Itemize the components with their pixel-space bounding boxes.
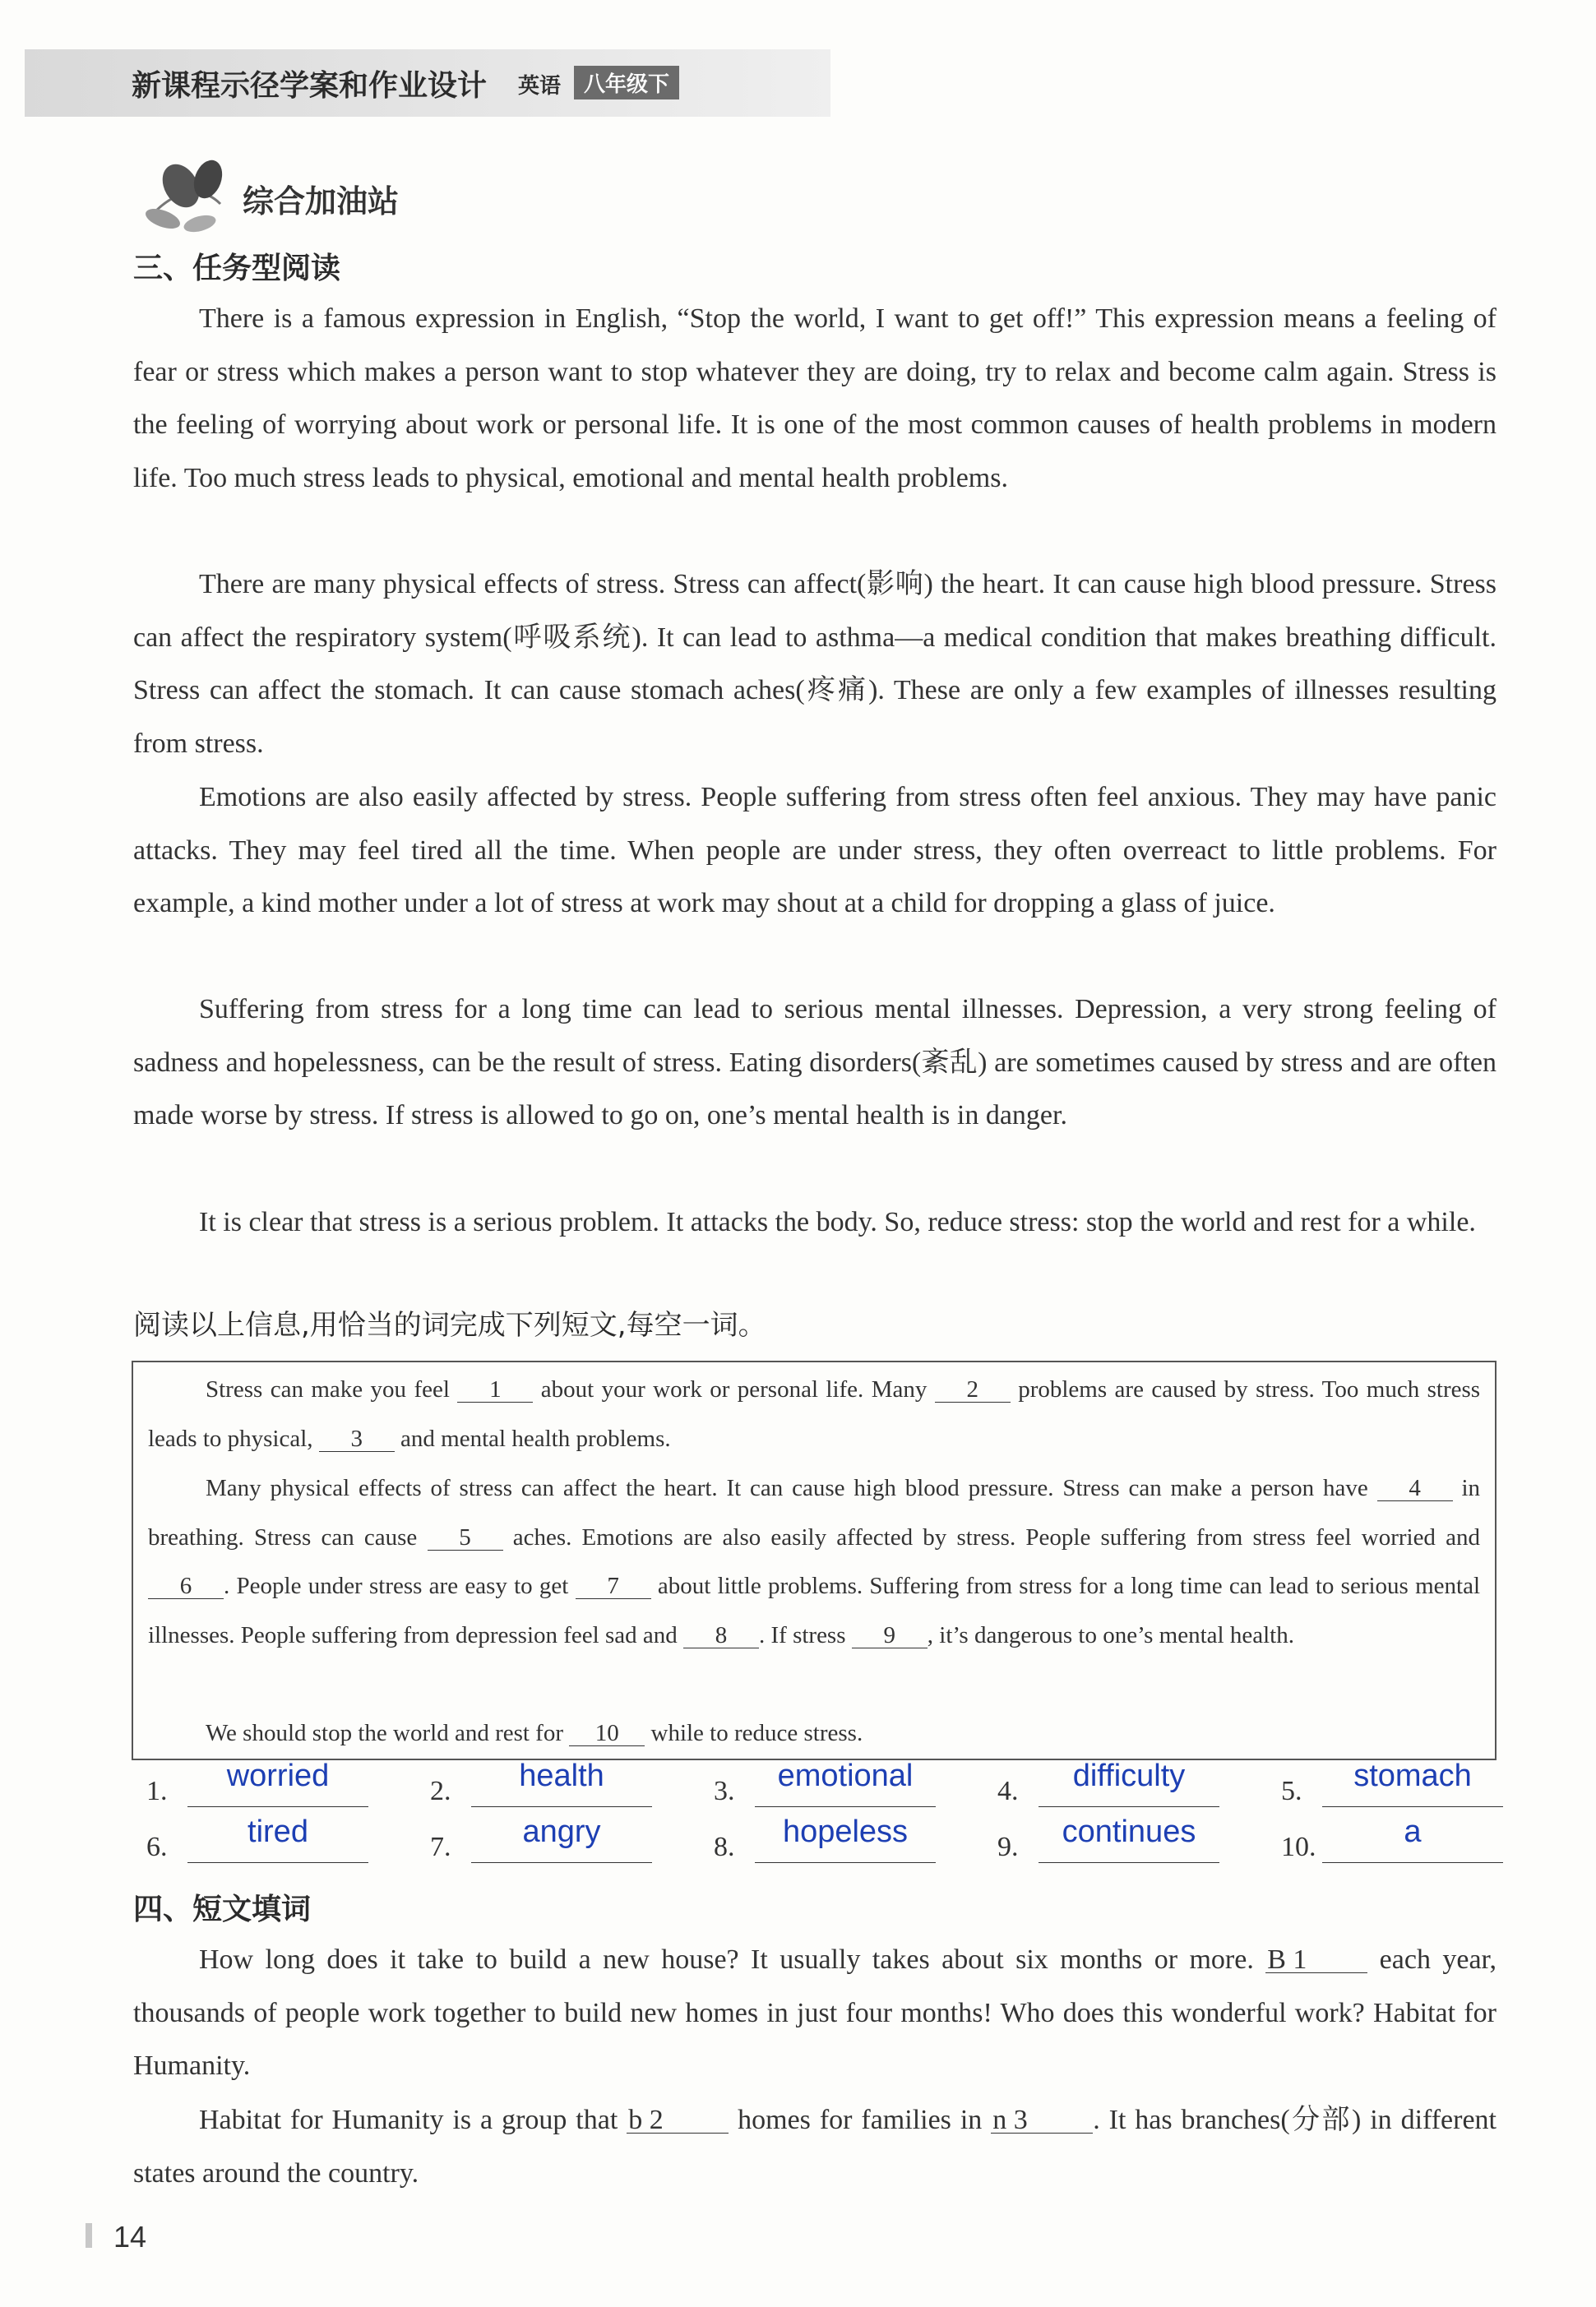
summary-box xyxy=(132,1361,1497,1760)
answer-field[interactable]: worried xyxy=(187,1759,368,1807)
cloze-paragraph-2: Habitat for Humanity is a group that b 2 homes for families in n 3 . It has branches(分部) in different states around the country. xyxy=(133,2105,1497,2189)
subject-label: 英语 xyxy=(518,74,562,99)
cloze-paragraph-1: How long does it take to build a new house? It usually takes about six months or more. B 1 each year, thousands of people work together to build new homes in just four months! Who does this wonderful work? Habitat for Humanity. xyxy=(133,1944,1497,2082)
answer-field[interactable]: difficulty xyxy=(1039,1759,1219,1807)
answer-field[interactable]: angry xyxy=(471,1815,652,1863)
answer-field[interactable]: continues xyxy=(1039,1815,1219,1863)
answer-grid: 1. worried 2. health 3. emotional 4. difficulty 5. stomach 6. tired 7. angry 8. hopeless 9. continues 10. a xyxy=(146,1759,1528,1875)
section4-heading: 四、短文填词 xyxy=(133,1893,312,1926)
blank-3: 3 xyxy=(319,1426,395,1452)
blank-8: 8 xyxy=(683,1623,759,1648)
answer-field[interactable]: a xyxy=(1322,1815,1503,1863)
answer-field[interactable]: emotional xyxy=(755,1759,936,1807)
cloze-blank-3: n 3 xyxy=(991,2108,1093,2134)
reading-paragraph-2: There are many physical effects of stress. Stress can affect(影响) the heart. It can cause high blood pressure. Stress can affect the respiratory system(呼吸系统). It can lead to asthma—a medical condition that makes breathing difficult. Stress can affect the stomach. It can cause stomach aches(疼痛). These are only a few examples of illnesses resulting from stress. xyxy=(133,569,1497,759)
summary-paragraph-3: We should stop the world and rest for 10 while to reduce stress. xyxy=(206,1720,863,1746)
section3-heading: 三、任务型阅读 xyxy=(133,252,341,285)
page-number: 14 xyxy=(113,2220,147,2254)
reading-paragraph-5: It is clear that stress is a serious problem. It attacks the body. So, reduce stress: stop the world and rest for a while. xyxy=(199,1207,1476,1237)
blank-7: 7 xyxy=(576,1574,651,1599)
summary-paragraph-1: Stress can make you feel 1 about your work or personal life. Many 2 problems are caused by stress. Too much stress leads to physical, 3 and mental health problems. xyxy=(148,1376,1481,1452)
blank-2: 2 xyxy=(935,1377,1011,1403)
cloze-blank-1: B 1 xyxy=(1265,1948,1367,1973)
answer-field[interactable]: health xyxy=(471,1759,652,1807)
leaf-icon xyxy=(130,155,245,253)
section-station-title: 综合加油站 xyxy=(243,183,400,220)
blank-10: 10 xyxy=(569,1721,645,1746)
answer-field[interactable]: tired xyxy=(187,1815,368,1863)
task-instruction: 阅读以上信息,用恰当的词完成下列短文,每空一词。 xyxy=(133,1309,766,1342)
blank-6: 6 xyxy=(148,1574,224,1599)
blank-5: 5 xyxy=(428,1525,503,1551)
answer-field[interactable]: hopeless xyxy=(755,1815,936,1863)
blank-4: 4 xyxy=(1377,1476,1453,1501)
answer-field[interactable]: stomach xyxy=(1322,1759,1503,1807)
blank-1: 1 xyxy=(457,1377,533,1403)
grade-badge: 八年级下 xyxy=(574,66,679,99)
page-marker xyxy=(86,2223,92,2248)
reading-paragraph-1: There is a famous expression in English, “Stop the world, I want to get off!” This expression means a feeling of fear or stress which makes a person want to stop whatever they are doing, try to relax and become calm again. Stress is the feeling of worrying about work or personal life. It is one of the most common causes of health problems in modern life. Too much stress leads to physical, emotional and mental health problems. xyxy=(133,303,1497,493)
cloze-blank-2: b 2 xyxy=(627,2108,729,2134)
reading-paragraph-3: Emotions are also easily affected by stress. People suffering from stress often feel anxious. They may have panic attacks. They may feel tired all the time. When people are under stress, they often overreact to little problems. For example, a kind mother under a lot of stress at work may shout at a child for dropping a glass of juice. xyxy=(133,782,1497,919)
reading-paragraph-4: Suffering from stress for a long time can lead to serious mental illnesses. Depression, a very strong feeling of sadness and hopelessness, can be the result of stress. Eating disorders(紊乱) are sometimes caused by stress and are often made worse by stress. If stress is allowed to go on, one’s mental health is in danger. xyxy=(133,994,1497,1131)
book-title: 新课程示径学案和作业设计 xyxy=(132,69,488,103)
blank-9: 9 xyxy=(852,1623,928,1648)
summary-paragraph-2: Many physical effects of stress can affect the heart. It can cause high blood pressure. Stress can make a person have 4 in breathing. Stress can cause 5 aches. Emotions are also easily affected by stress. People suffering from stress feel worried and 6 . People under stress are easy to get 7 about little problems. Suffering from stress for a long time can lead to serious mental illnesses. People suffering from depression feel sad and 8 . If stress 9 , it’s dangerous to one’s mental health. xyxy=(148,1475,1481,1649)
